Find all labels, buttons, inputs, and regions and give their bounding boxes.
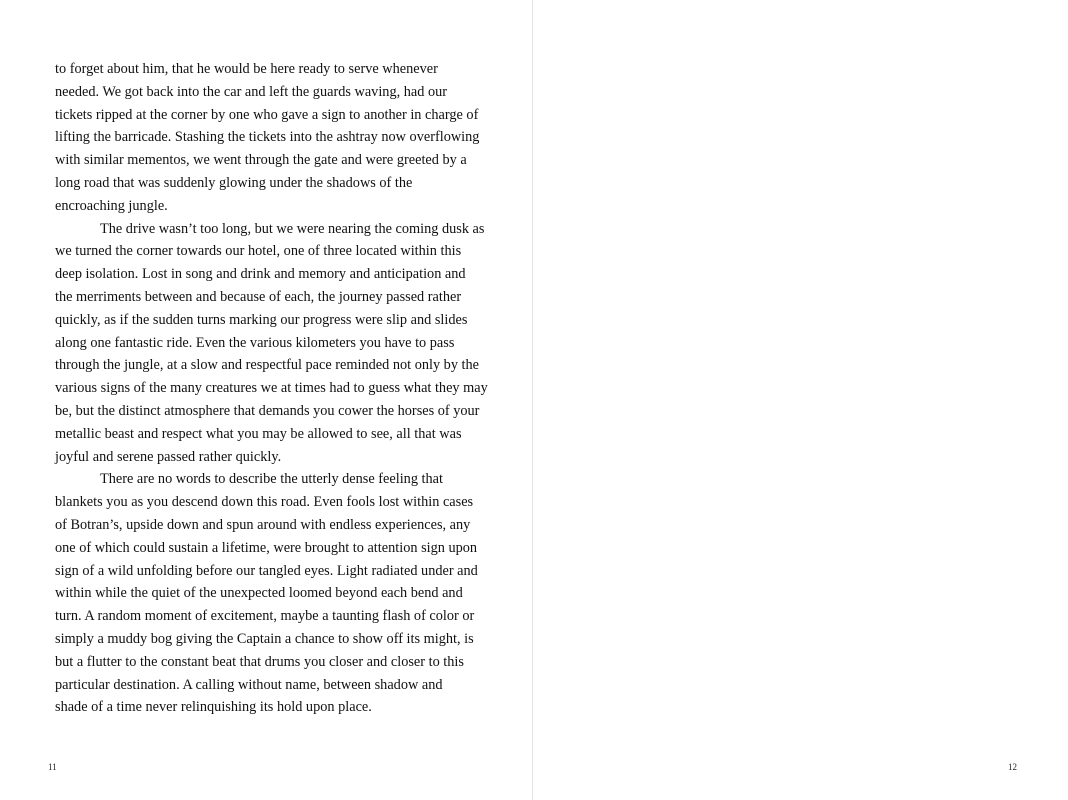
text-line: particular destination. A calling without name, between shadow and (55, 676, 443, 693)
text-line: with similar mementos, we went through the gate and were greeted by a (55, 152, 467, 169)
text-line: along one fantastic ride. Even the various kilometers you have to pass (55, 334, 455, 351)
right-page (533, 0, 1068, 800)
paragraph (55, 468, 479, 719)
paragraph (55, 218, 488, 469)
text-line: turn. A random moment of excitement, maybe a taunting flash of color or (55, 608, 475, 625)
text-line: quickly, as if the sudden turns marking our progress were slip and slides (55, 311, 468, 328)
text-line: we turned the corner towards our hotel, one of three located within this (55, 243, 462, 260)
text-line: simply a muddy bog giving the Captain a chance to show off its might, is (55, 630, 474, 647)
text-line: the merriments between and because of each, the journey passed rather (55, 288, 462, 305)
text-line: within while the quiet of the unexpected loomed beyond each bend and (55, 585, 463, 602)
text-line: sign of a wild unfolding before our tangled eyes. Light radiated under and (55, 562, 478, 579)
text-line: The drive wasn’t too long, but we were nearing the coming dusk as (100, 220, 485, 237)
text-line: to forget about him, that he would be here ready to serve whenever (55, 61, 438, 77)
text-line: joyful and serene passed rather quickly. (55, 448, 282, 465)
left-page (0, 0, 532, 800)
text-line: long road that was suddenly glowing under the shadows of the (55, 174, 413, 191)
text-line: There are no words to describe the utterly dense feeling that (100, 471, 443, 488)
text-line: but a flutter to the constant beat that drums you closer and closer to this (55, 653, 464, 670)
text-line: encroaching jungle. (55, 197, 168, 214)
text-line: blankets you as you descend down this road. Even fools lost within cases (55, 494, 474, 511)
text-line: one of which could sustain a lifetime, were brought to attention sign upon (55, 539, 478, 556)
text-line: of Botran’s, upside down and spun around with endless experiences, any (55, 516, 471, 533)
text-line: needed. We got back into the car and left the guards waving, had our (55, 83, 448, 100)
text-line: shade of a time never relinquishing its hold upon place. (55, 699, 372, 716)
text-line: various signs of the many creatures we at times had to guess what they may (55, 380, 488, 397)
text-line: deep isolation. Lost in song and drink and memory and anticipation and (55, 266, 466, 283)
text-line: be, but the distinct atmosphere that demands you cower the horses of your (55, 402, 480, 419)
text-line: metallic beast and respect what you may be allowed to see, all that was (55, 425, 462, 442)
body-text (55, 58, 488, 719)
page-number-right: 12 (1008, 762, 1017, 772)
text-line: lifting the barricade. Stashing the tickets into the ashtray now overflowing (55, 129, 480, 146)
paragraph (55, 58, 479, 218)
page-number-left: 11 (48, 762, 57, 772)
text-line: through the jungle, at a slow and respectful pace reminded not only by the (55, 357, 480, 374)
text-line: tickets ripped at the corner by one who gave a sign to another in charge of (55, 106, 479, 123)
